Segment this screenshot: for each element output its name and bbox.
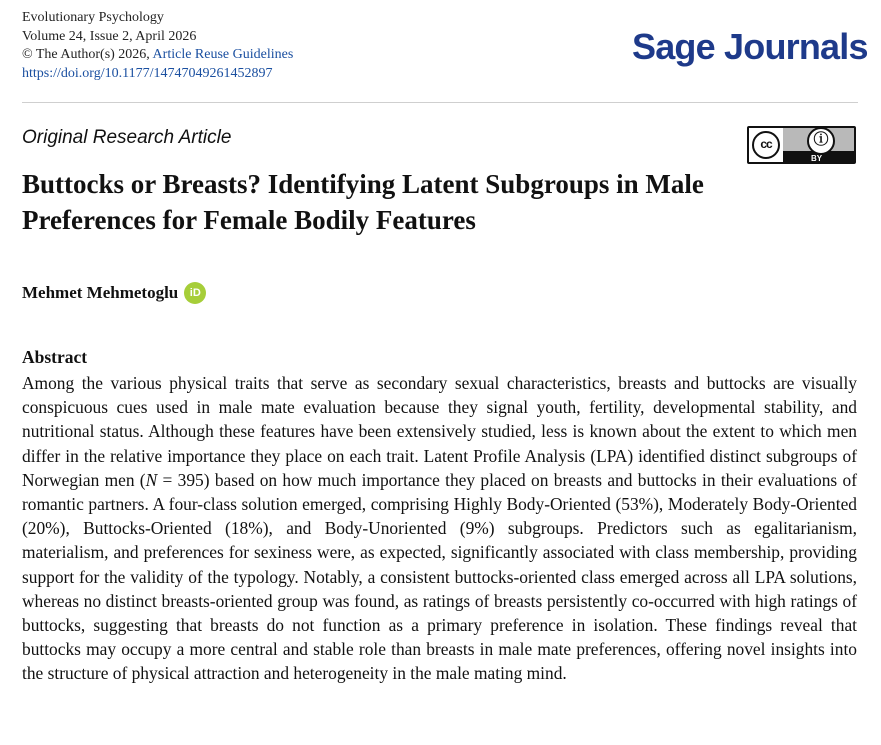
header-divider bbox=[22, 102, 858, 103]
journal-meta bbox=[22, 9, 293, 83]
by-icon: ⓘ bbox=[807, 127, 835, 155]
author-line bbox=[22, 282, 206, 304]
cc-by-license-badge[interactable] bbox=[747, 126, 856, 164]
abstract-text: Among the various physical traits that serve as secondary sexual characteristics, breasts and buttocks are visually conspicuous cues used in male mate evaluation because they signal youth, fertility, developmental stability, and nutritional status. Although these features have been extensively studied, less is known about the extent to which men differ in the relative importance they place on each trait. Latent Profile Analysis (LPA) identified distinct subgroups of Norwegian men (N = 395) based on how much importance they placed on breasts and buttocks in their evaluations of romantic partners. A four-class solution emerged, comprising Highly Body-Oriented (53%), Moderately Body-Oriented (20%), Buttocks-Oriented (18%), and Body-Unoriented (9%) subgroups. Predictors such as egalitarianism, materialism, and preferences for sexiness were, as expected, significantly associated with class membership, providing support for the validity of the typology. Notably, a consistent buttocks-oriented class emerged across all LPA solutions, whereas no distinct breasts-oriented group was found, as ratings of breasts persistently co-occurred with high ratings of buttocks, suggesting that breasts do not function as a primary preference in isolation. These findings reveal that buttocks may occupy a more central and stable role than breasts in male mate preferences, offering novel insights into the structure of physical attraction and heterogeneity in the male mating mind. bbox=[22, 373, 857, 684]
abstract-heading: Abstract bbox=[22, 347, 88, 367]
cc-icon: cc bbox=[752, 131, 780, 159]
journal-name: Evolutionary Psychology bbox=[22, 10, 164, 25]
copyright-line bbox=[22, 46, 293, 65]
doi-link[interactable]: https://doi.org/10.1177/14747049261452897 bbox=[22, 65, 273, 81]
copyright-text: © The Author(s) 2026, bbox=[22, 47, 153, 62]
author-name[interactable]: Mehmet Mehmetoglu bbox=[22, 283, 179, 302]
article-title: Buttocks or Breasts? Identifying Latent Subgroups in Male Preferences for Female Bodily Features bbox=[22, 169, 704, 235]
orcid-icon[interactable]: iD bbox=[184, 282, 206, 304]
article-type: Original Research Article bbox=[22, 127, 232, 148]
publisher-logo[interactable]: Sage Journals bbox=[632, 26, 868, 67]
license-label: BY bbox=[811, 154, 823, 163]
journal-issue: Volume 24, Issue 2, April 2026 bbox=[22, 28, 197, 44]
article-reuse-link[interactable]: Article Reuse Guidelines bbox=[152, 47, 294, 62]
